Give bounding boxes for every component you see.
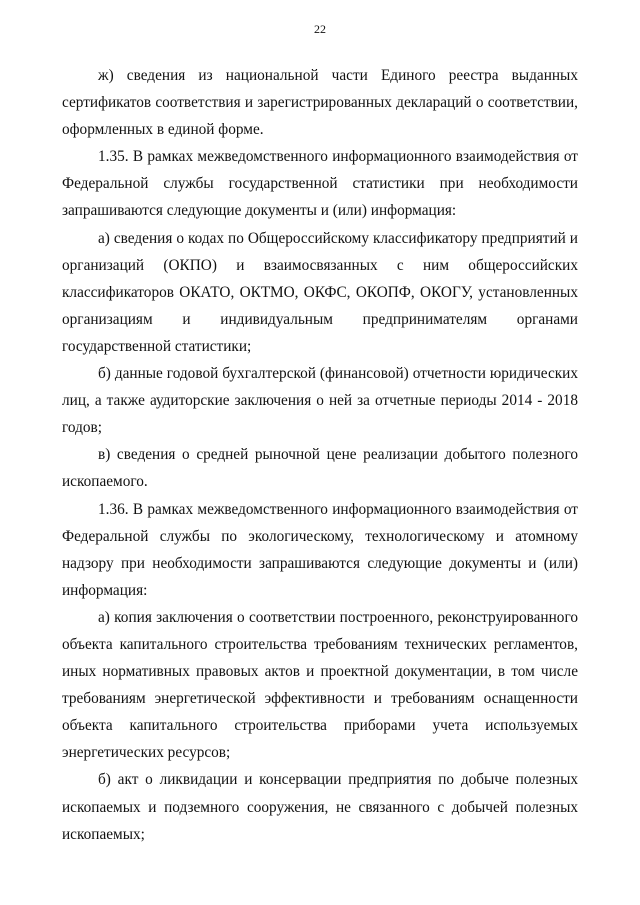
paragraph-zh-certificates-registry: ж) сведения из национальной части Единого реестра выданных сертификатов соответствия и зарегистрированных деклараций о соответствии, оформленных в единой форме. xyxy=(62,67,578,139)
paragraph-1-36-b-liquidation-act: б) акт о ликвидации и консервации предприятия по добыче полезных ископаемых и подземного сооружения, не связанного с добычей полезных ископаемых; xyxy=(62,771,578,843)
paragraph-1-36-a-conformity-conclusion: а) копия заключения о соответствии построенного, реконструированного объекта капитального строительства требованиям технических регламентов, иных нормативных правовых актов и проектной документации, в том числе требованиям энергетической эффективности и требованиям оснащенности объекта капитального строительства приборами учета используемых энергетических ресурсов; xyxy=(62,608,578,762)
page-number: 22 xyxy=(314,22,326,36)
document-body xyxy=(62,62,578,848)
paragraph-1-35-a-okpo-codes: а) сведения о кодах по Общероссийскому классификатору предприятий и организаций (ОКПО) и взаимосвязанных с ним общероссийских классификаторов ОКАТО, ОКТМО, ОКФС, ОКОПФ, ОКОГУ, установленных организациям и индивидуальным предпринимателям органами государственной статистики; xyxy=(62,229,578,355)
paragraph-1-36-intro: 1.36. В рамках межведомственного информационного взаимодействия от Федеральной службы по экологическому, технологическому и атомному надзору при необходимости запрашиваются следующие документы и (или) информация: xyxy=(62,500,578,599)
paragraph-1-35-v-market-price: в) сведения о средней рыночной цене реализации добытого полезного ископаемого. xyxy=(62,446,578,491)
paragraph-1-35-intro: 1.35. В рамках межведомственного информационного взаимодействия от Федеральной службы государственной статистики при необходимости запрашиваются следующие документы и (или) информация: xyxy=(62,148,578,220)
paragraph-1-35-b-financial-reports: б) данные годовой бухгалтерской (финансовой) отчетности юридических лиц, а также аудиторские заключения о ней за отчетные периоды 2014 - 2018 годов; xyxy=(62,365,578,437)
